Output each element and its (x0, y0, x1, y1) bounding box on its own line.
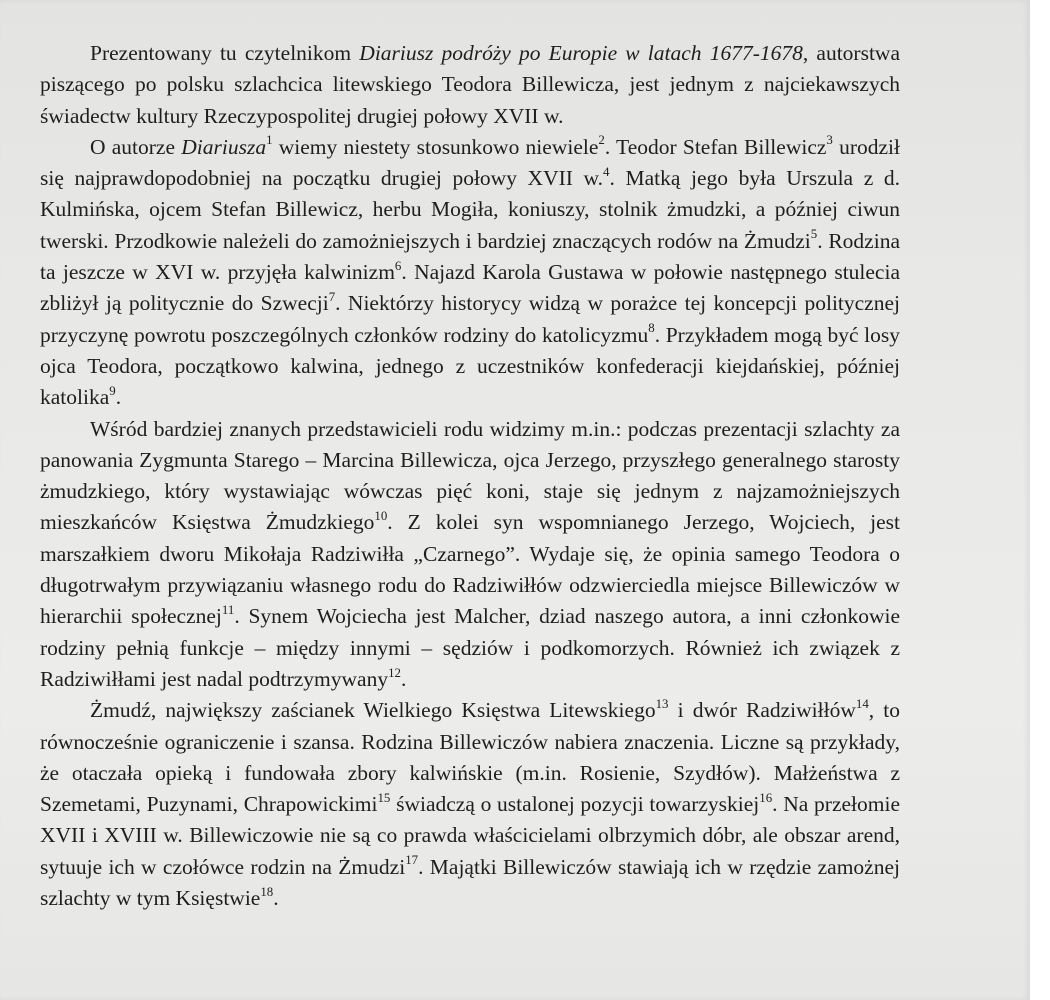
paragraph: Prezentowany tu czytelnikom Diariusz podróży po Europie w latach 1677-1678, autorstwa piszącego po polsku szlachcica litewskiego Teodora Billewicza, jest jednym z najciekawszych świadectw kultury Rzeczypospolitej drugiej połowy XVII w. (40, 41, 900, 128)
paragraph: O autorze Diariusza$^1$ wiemy niestety stosunkowo niewiele$^2$. Teodor Stefan Billewicz$^3$ urodził się najprawdopodobniej na początku drugiej połowy XVII w.$^4$. Matką jego była Urszula z d. Kulmińska, ojcem Stefan Billewicz, herbu Mogiła, koniuszy, stolnik żmudzki, a później ciwun twerski. Przodkowie należeli do zamożniejszych i bardziej znaczących rodów na Żmudzi$^5$. Rodzina ta jeszcze w XVI w. przyjęła kalwinizm$^6$. Najazd Karola Gustawa w połowie następnego stulecia zbliżył ją politycznie do Szwecji$^7$. Niektórzy historycy widzą w porażce tej koncepcji politycznej przyczynę powrotu poszczególnych członków rodziny do katolicyzmu$^8$. Przykładem mogą być losy ojca Teodora, początkowo kalwina, jednego z uczestników konfederacji kiejdańskiej, później katolika$^9$. (40, 133, 901, 410)
paragraph: Żmudź, największy zaścianek Wielkiego Księstwa Litewskiego$^{13}$ i dwór Radziwiłłów$^{14}$, to równocześnie ograniczenie i szansa. Rodzina Billewiczów nabiera znaczenia. Liczne są przykłady, że otaczała opieką i fundowała zbory kalwińskie (m.in. Rosienie, Szydłów). Małżeństwa z Szemetami, Puzynami, Chrapowickimi$^{15}$ świadczą o ustalonej pozycji towarzyskiej$^{16}$. Na przełomie XVII i XVIII w. Billewiczowie nie są co prawda właścicielami olbrzymich dóbr, ale obszar arend, sytuuje ich w czołówce rodzin na Żmudzi$^{17}$. Majątki Billewiczów stawiają ich w rzędzie zamożnej szlachty w tym Księstwie$^{18}$. (40, 696, 900, 911)
body-text (40, 38, 900, 914)
paragraph: Wśród bardziej znanych przedstawicieli rodu widzimy m.in.: podczas prezentacji szlachty za panowania Zygmunta Starego – Marcina Billewicza, ojca Jerzego, przyszłego generalnego starosty żmudzkiego, który wystawiając wówczas pięć koni, staje się jednym z najzamożniejszych mieszkańców Księstwa Żmudzkiego$^{10}$. Z kolei syn wspomnianego Jerzego, Wojciech, jest marszałkiem dworu Mikołaja Radziwiłła „Czarnego”. Wydaje się, że opinia samego Teodora o długotrwałym przywiązaniu własnego rodu do Radziwiłłów odzwierciedla miejsce Billewiczów w hierarchii społecznej$^{11}$. Synem Wojciecha jest Malcher, dziad naszego autora, a inni członkowie rodziny pełnią funkcje – między innymi – sędziów i podkomorzych. Również ich związek z Radziwiłłami jest nadal podtrzymywany$^{12}$. (40, 416, 901, 691)
